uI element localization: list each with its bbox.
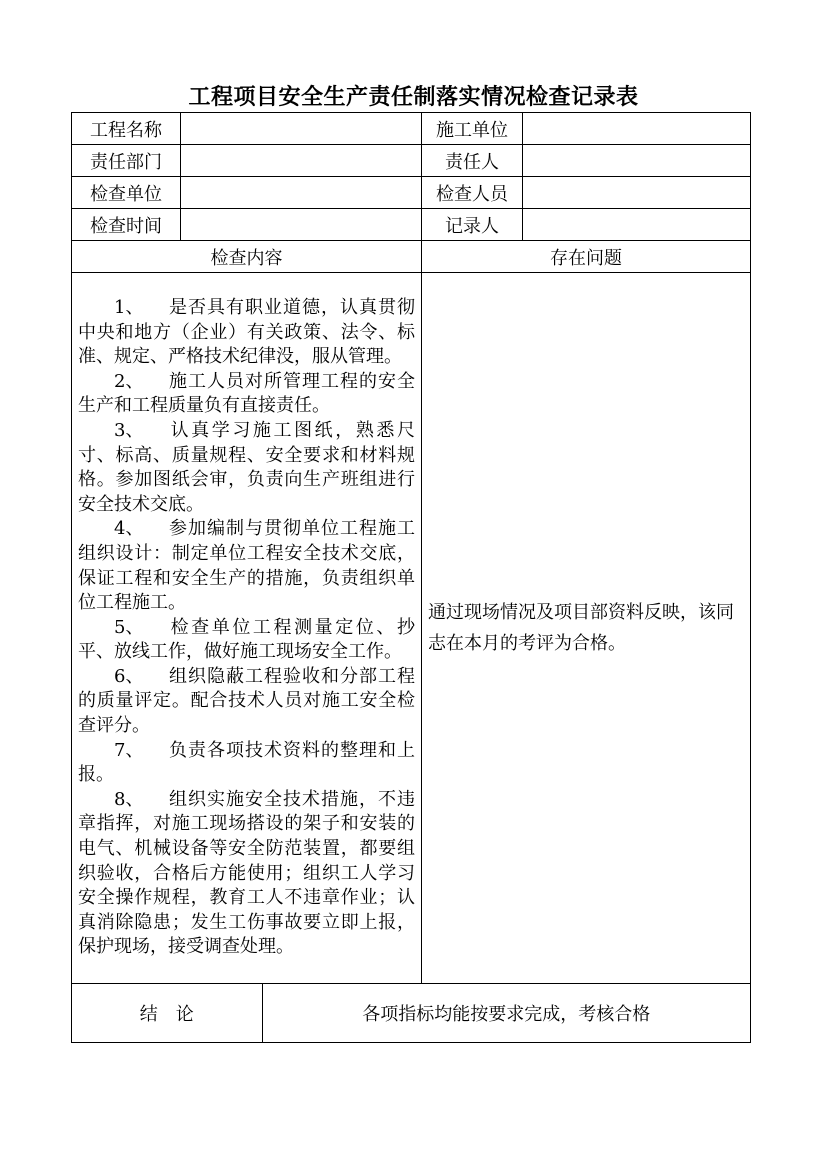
list-item: 5、 检查单位工程测量定位、抄平、放线工作，做好施工现场安全工作。 (78, 616, 415, 663)
existing-problems-cell[interactable]: 通过现场情况及项目部资料反映，该同志在本月的考评为合格。 (422, 273, 751, 984)
section-header-row (72, 241, 751, 273)
construction-unit-field[interactable] (523, 113, 751, 145)
inspection-time-field[interactable] (181, 209, 422, 241)
recorder-label: 记录人 (422, 209, 523, 241)
conclusion-label: 结 论 (72, 984, 262, 1042)
inspectors-field[interactable] (523, 177, 751, 209)
conclusion-value[interactable]: 各项指标均能按要求完成，考核合格 (362, 1004, 651, 1025)
info-row (72, 113, 751, 145)
responsible-person-label: 责任人 (422, 145, 523, 177)
inspection-content-header: 检查内容 (72, 241, 422, 273)
recorder-field[interactable] (523, 209, 751, 241)
page-title: 工程项目安全生产责任制落实情况检查记录表 (188, 84, 639, 110)
inspection-unit-label: 检查单位 (72, 177, 181, 209)
info-row (72, 177, 751, 209)
list-item: 4、 参加编制与贯彻单位工程施工组织设计：制定单位工程安全技术交底，保证工程和安全生产的措施，负责组织单位工程施工。 (78, 518, 415, 614)
info-row (72, 145, 751, 177)
list-item: 1、 是否具有职业道德，认真贯彻中央和地方（企业）有关政策、法令、标准、规定、严格技术纪律没，服从管理。 (78, 296, 415, 368)
list-item: 3、 认真学习施工图纸，熟悉尺寸、标高、质量规程、安全要求和材料规格。参加图纸会审，负责向生产班组进行安全技术交底。 (78, 419, 415, 515)
project-name-label: 工程名称 (72, 113, 181, 145)
list-item: 8、 组织实施安全技术措施，不违章指挥，对施工现场搭设的架子和安装的电气、机械设备等安全防范装置，都要组织验收，合格后方能使用；组织工人学习安全操作规程，教育工人不违章作业；认真消除隐患；发生工伤事故要立即上报，保护现场，接受调查处理。 (78, 788, 415, 958)
responsible-person-field[interactable] (523, 145, 751, 177)
existing-problems-header: 存在问题 (422, 241, 751, 273)
list-item: 6、 组织隐蔽工程验收和分部工程的质量评定。配合技术人员对施工安全检查评分。 (78, 665, 415, 737)
inspectors-label: 检查人员 (422, 177, 523, 209)
responsible-dept-field[interactable] (181, 145, 422, 177)
info-row (72, 209, 751, 241)
inspection-content-cell (72, 273, 422, 984)
list-item: 7、 负责各项技术资料的整理和上报。 (78, 739, 415, 786)
list-item: 2、 施工人员对所管理工程的安全生产和工程质量负有直接责任。 (78, 370, 415, 417)
content-row (72, 273, 751, 984)
construction-unit-label: 施工单位 (422, 113, 523, 145)
responsible-dept-label: 责任部门 (72, 145, 181, 177)
inspection-unit-field[interactable] (181, 177, 422, 209)
inspection-form-table (71, 112, 751, 1043)
project-name-field[interactable] (181, 113, 422, 145)
conclusion-row (72, 984, 751, 1043)
inspection-time-label: 检查时间 (72, 209, 181, 241)
